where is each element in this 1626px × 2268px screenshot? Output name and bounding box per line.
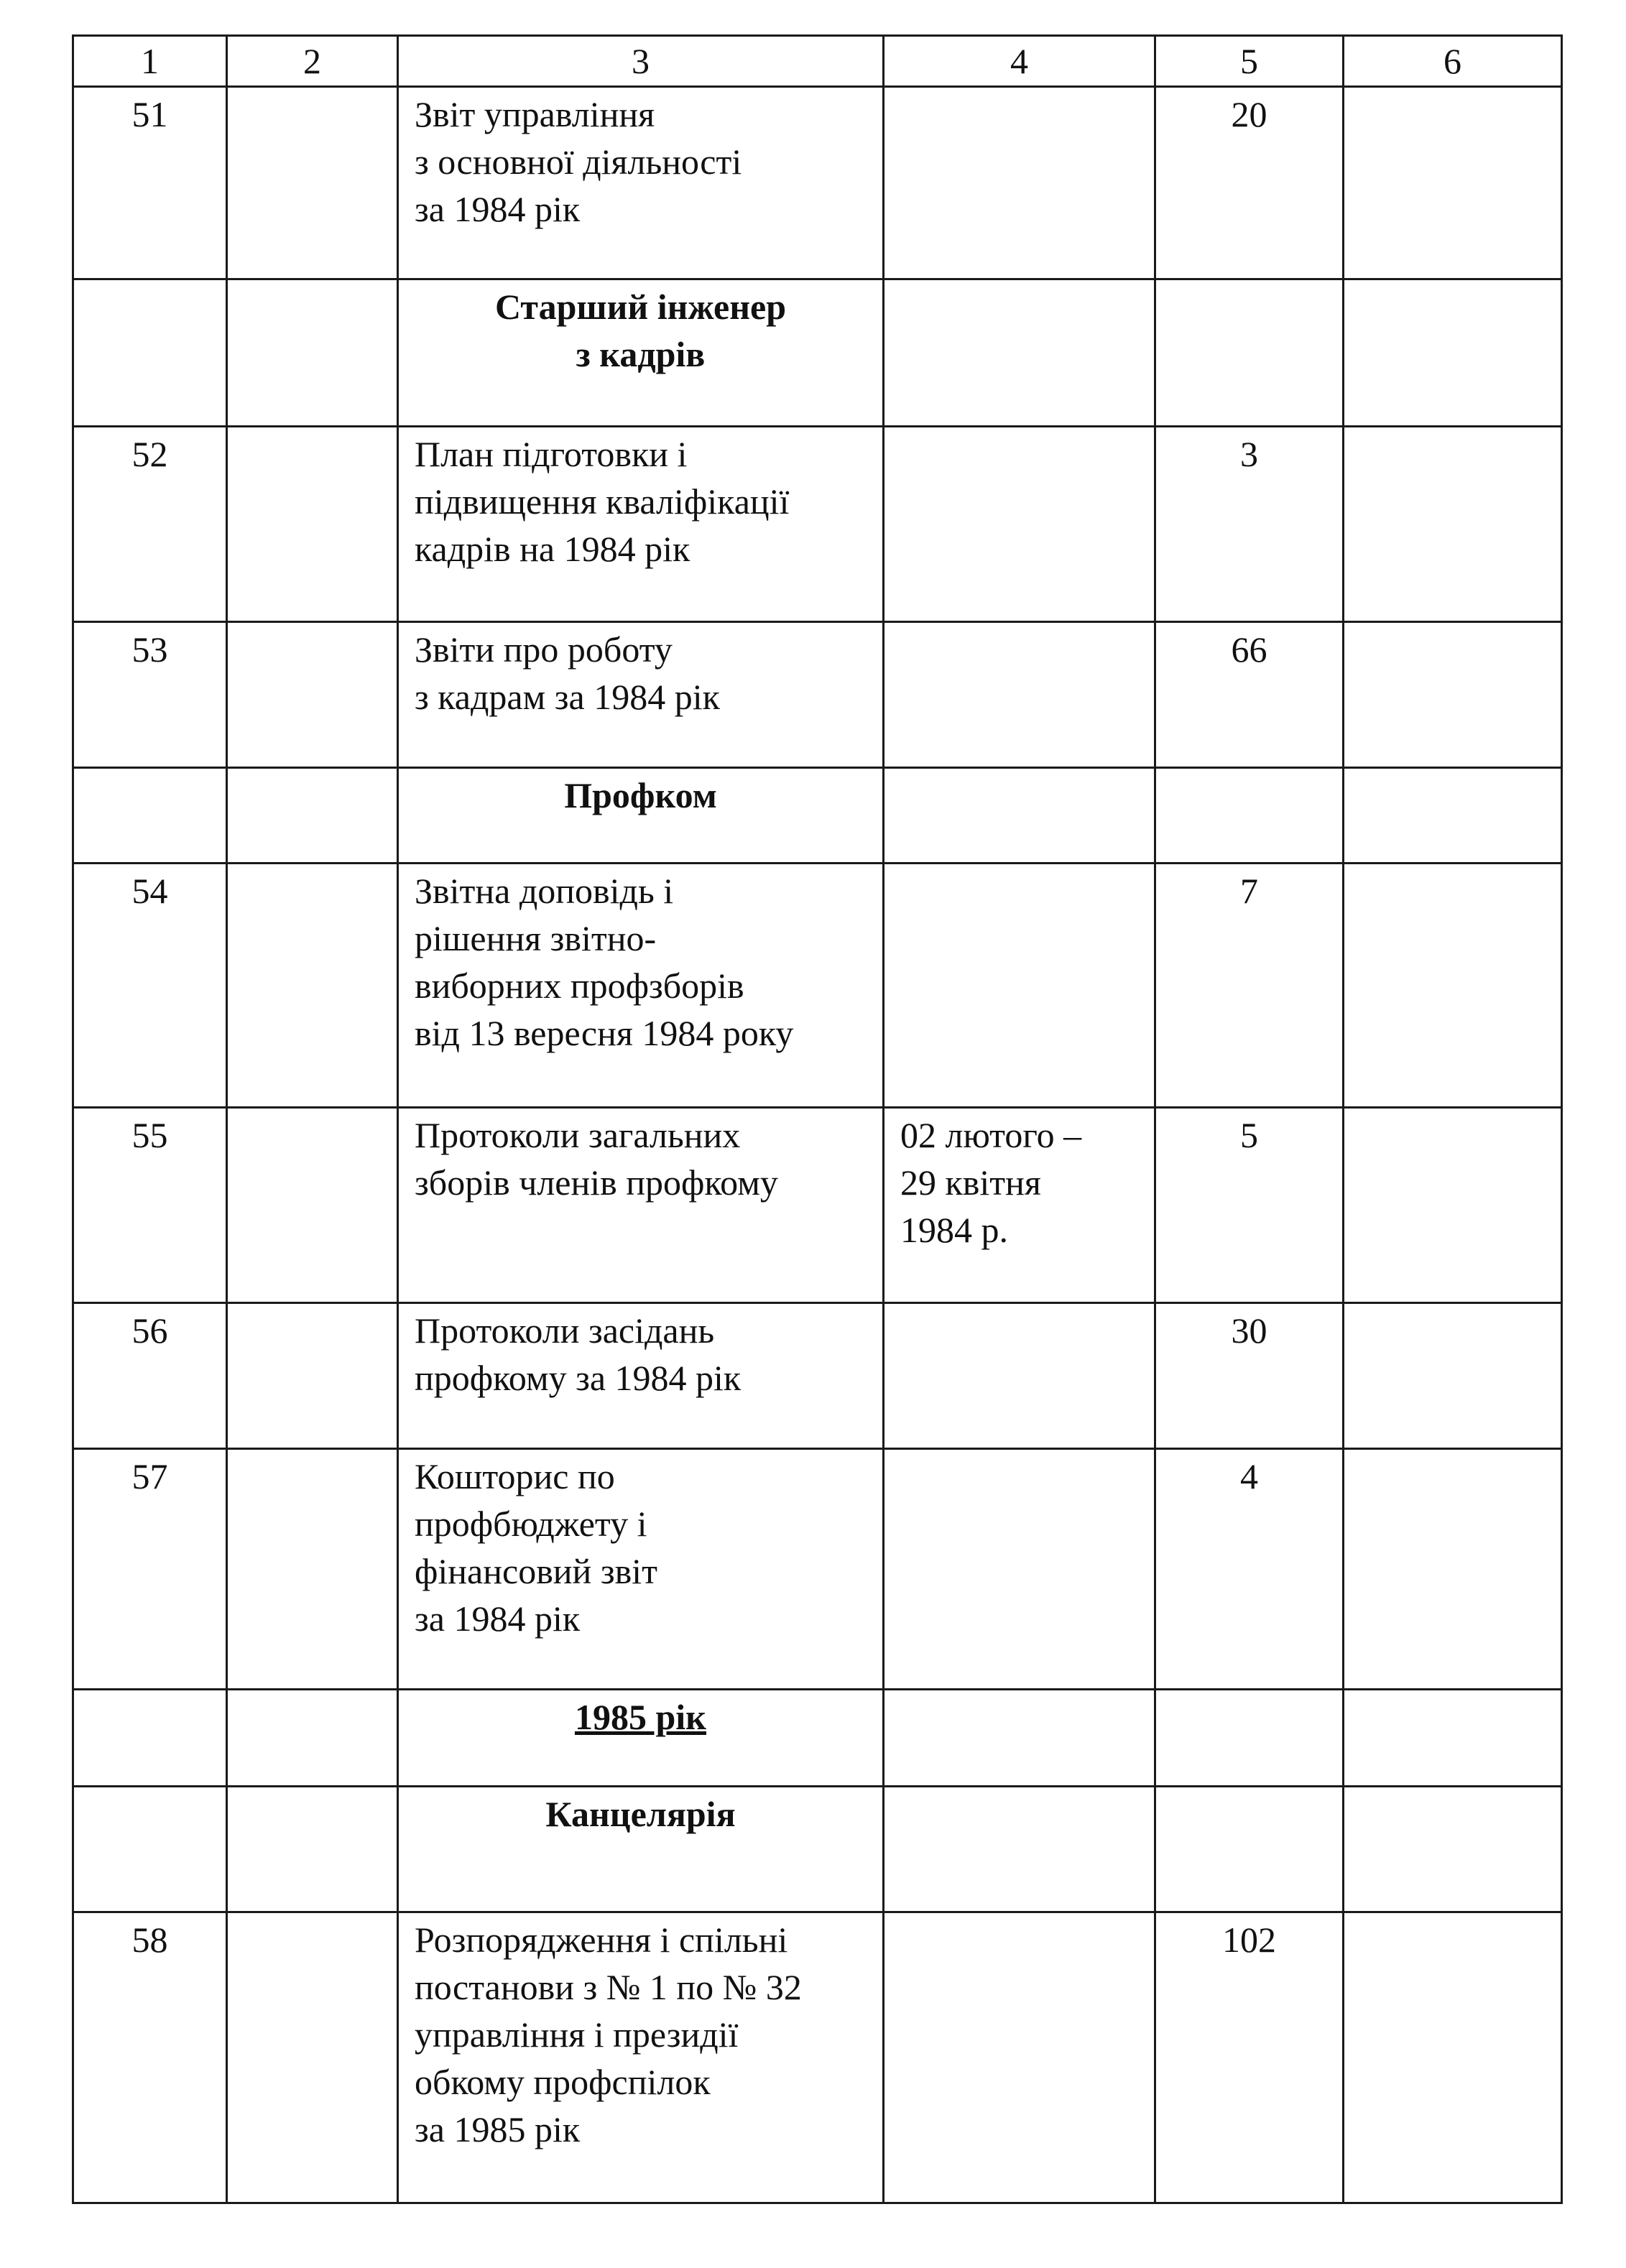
- empty-cell: [1344, 768, 1562, 864]
- item-number: 51: [73, 87, 227, 279]
- empty-cell: [227, 279, 398, 427]
- item-title: Кошторис по профбюджету і фінансовий звіт за 1984 рік: [398, 1449, 884, 1690]
- column-header-2: 2: [227, 36, 398, 87]
- item-number: 57: [73, 1449, 227, 1690]
- item-number: 52: [73, 427, 227, 622]
- item-number: 58: [73, 1912, 227, 2203]
- item-date: [884, 1449, 1155, 1690]
- item-title: Звітна доповідь і рішення звітно- виборних профзборів від 13 вересня 1984 року: [398, 864, 884, 1108]
- table-row: [73, 864, 1562, 1108]
- empty-cell: [1344, 1303, 1562, 1449]
- archive-inventory-table: [72, 34, 1563, 2204]
- item-title: Розпорядження і спільні постанови з № 1 по № 32 управління і президії обкому профспілок за 1985 рік: [398, 1912, 884, 2203]
- item-date: [884, 864, 1155, 1108]
- empty-cell: [884, 1690, 1155, 1787]
- empty-cell: [1155, 279, 1344, 427]
- empty-cell: [1344, 279, 1562, 427]
- item-title: Протоколи загальних зборів членів профкому: [398, 1108, 884, 1303]
- section-row: [73, 1690, 1562, 1787]
- table-row: [73, 87, 1562, 279]
- section-heading: Старший інженер з кадрів: [398, 279, 884, 427]
- item-pages: 7: [1155, 864, 1344, 1108]
- item-date: [884, 87, 1155, 279]
- empty-cell: [1344, 1108, 1562, 1303]
- item-pages: 102: [1155, 1912, 1344, 2203]
- empty-cell: [227, 1690, 398, 1787]
- section-row: [73, 279, 1562, 427]
- empty-cell: [227, 1108, 398, 1303]
- empty-cell: [227, 87, 398, 279]
- section-row: [73, 1787, 1562, 1912]
- empty-cell: [1344, 427, 1562, 622]
- empty-cell: [1344, 1787, 1562, 1912]
- empty-cell: [884, 1787, 1155, 1912]
- header-row: [73, 36, 1562, 87]
- item-pages: 3: [1155, 427, 1344, 622]
- empty-cell: [227, 427, 398, 622]
- empty-cell: [1344, 622, 1562, 768]
- item-title: Звіти про роботу з кадрам за 1984 рік: [398, 622, 884, 768]
- item-title: Звіт управління з основної діяльності за 1984 рік: [398, 87, 884, 279]
- empty-cell: [1155, 1787, 1344, 1912]
- year-heading: 1985 рік: [398, 1690, 884, 1787]
- table-row: [73, 1449, 1562, 1690]
- empty-cell: [884, 279, 1155, 427]
- column-header-4: 4: [884, 36, 1155, 87]
- section-heading: Профком: [398, 768, 884, 864]
- item-pages: 30: [1155, 1303, 1344, 1449]
- table-row: [73, 427, 1562, 622]
- item-pages: 66: [1155, 622, 1344, 768]
- empty-cell: [1344, 1449, 1562, 1690]
- empty-cell: [1155, 1690, 1344, 1787]
- empty-cell: [227, 622, 398, 768]
- item-pages: 4: [1155, 1449, 1344, 1690]
- column-header-3: 3: [398, 36, 884, 87]
- table-row: [73, 1303, 1562, 1449]
- empty-cell: [227, 1449, 398, 1690]
- item-date: 02 лютого – 29 квітня 1984 р.: [884, 1108, 1155, 1303]
- empty-cell: [227, 1787, 398, 1912]
- empty-cell: [73, 768, 227, 864]
- empty-cell: [73, 1787, 227, 1912]
- empty-cell: [227, 768, 398, 864]
- column-header-1: 1: [73, 36, 227, 87]
- empty-cell: [227, 1303, 398, 1449]
- empty-cell: [227, 1912, 398, 2203]
- item-date: [884, 622, 1155, 768]
- item-pages: 5: [1155, 1108, 1344, 1303]
- empty-cell: [73, 279, 227, 427]
- table-row: [73, 1108, 1562, 1303]
- empty-cell: [884, 768, 1155, 864]
- item-date: [884, 1303, 1155, 1449]
- item-date: [884, 427, 1155, 622]
- item-number: 56: [73, 1303, 227, 1449]
- item-pages: 20: [1155, 87, 1344, 279]
- empty-cell: [1344, 1912, 1562, 2203]
- table-row: [73, 622, 1562, 768]
- section-row: [73, 768, 1562, 864]
- item-number: 53: [73, 622, 227, 768]
- column-header-5: 5: [1155, 36, 1344, 87]
- item-title: Протоколи засідань профкому за 1984 рік: [398, 1303, 884, 1449]
- empty-cell: [227, 864, 398, 1108]
- empty-cell: [1344, 864, 1562, 1108]
- item-number: 55: [73, 1108, 227, 1303]
- section-heading: Канцелярія: [398, 1787, 884, 1912]
- item-number: 54: [73, 864, 227, 1108]
- item-date: [884, 1912, 1155, 2203]
- empty-cell: [73, 1690, 227, 1787]
- table-row: [73, 1912, 1562, 2203]
- item-title: План підготовки і підвищення кваліфікації кадрів на 1984 рік: [398, 427, 884, 622]
- empty-cell: [1344, 1690, 1562, 1787]
- column-header-6: 6: [1344, 36, 1562, 87]
- empty-cell: [1344, 87, 1562, 279]
- empty-cell: [1155, 768, 1344, 864]
